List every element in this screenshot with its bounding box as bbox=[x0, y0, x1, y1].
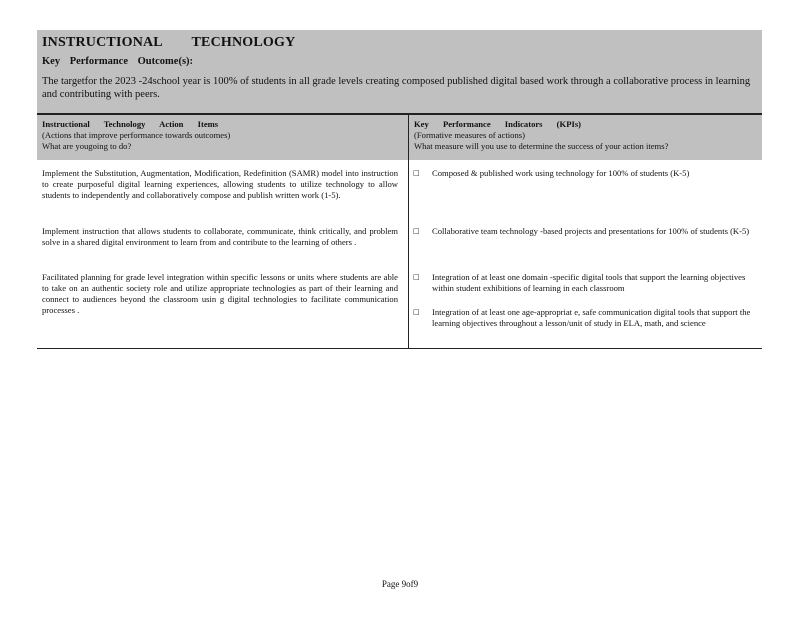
action-item-3: Facilitated planning for grade level integration within specific lessons or units where students are able to take on an authentic society role and utilize appropriate technologies as part of their learning and connect to audiences beyond the classroom usin g digital technologies to facilitate communication processes . bbox=[42, 272, 398, 315]
bullet-icon: □ bbox=[413, 273, 420, 281]
kpi-header-subtitle: (Formative measures of actions) bbox=[414, 130, 525, 140]
column-divider bbox=[408, 115, 409, 348]
bullet-icon: □ bbox=[413, 308, 420, 316]
kpi-item-text: Composed & published work using technology for 100% of students (K-5) bbox=[432, 168, 690, 178]
action-items-header-question: What are yougoing to do? bbox=[42, 141, 132, 151]
kpi-item-text: Integration of at least one age-appropriat e, safe communication digital tools that support the learning objectives throughout a lesson/unit of study in ELA, math, and science bbox=[432, 307, 751, 328]
action-item-1: Implement the Substitution, Augmentation, Modification, Redefinition (SAMR) model into instruction to create purposeful digital learning experiences, allowing students to utilize technology to allow students to independently and collaboratively compose and publish written work (1-5). bbox=[42, 168, 398, 200]
section-header bbox=[37, 30, 762, 113]
section-title: INSTRUCTIONAL TECHNOLOGY bbox=[42, 35, 296, 50]
kpi-item-text: Integration of at least one domain -specific digital tools that support the learning objectives within student exhibitions of learning in each classroom bbox=[432, 272, 746, 293]
kpi-item-1 bbox=[413, 168, 758, 179]
kpi-header-question: What measure will you use to determine the success of your action items? bbox=[414, 141, 669, 151]
kpi-item-text: Collaborative team technology -based projects and presentations for 100% of students (K-5) bbox=[432, 226, 750, 236]
kpi-header-title: Key Performance Indicators (KPIs) bbox=[414, 119, 582, 129]
action-items-header bbox=[37, 115, 408, 160]
kpi-item-4 bbox=[413, 307, 758, 329]
action-kpi-table bbox=[37, 113, 762, 349]
action-items-header-title: Instructional Technology Action Items bbox=[42, 119, 219, 129]
page-number: Page 9of9 bbox=[381, 579, 419, 589]
bullet-icon: □ bbox=[413, 227, 420, 235]
kpi-item-2 bbox=[413, 226, 758, 237]
action-item-2: Implement instruction that allows students to collaborate, communicate, think critically, and problem solve in a shared digital environment to learn from and contribute to the learning of others . bbox=[42, 226, 398, 247]
action-items-header-subtitle: (Actions that improve performance towards outcomes) bbox=[42, 130, 231, 140]
target-statement: The targetfor the 2023 -24school year is 100% of students in all grade levels creating composed published digital based work through a collaborative process in learning and contributing with peers. bbox=[42, 76, 751, 100]
kpi-item-3 bbox=[413, 272, 758, 294]
bullet-icon: □ bbox=[413, 169, 420, 177]
kpo-label: Key Performance Outcome(s): bbox=[42, 56, 194, 67]
kpi-header bbox=[409, 115, 762, 160]
